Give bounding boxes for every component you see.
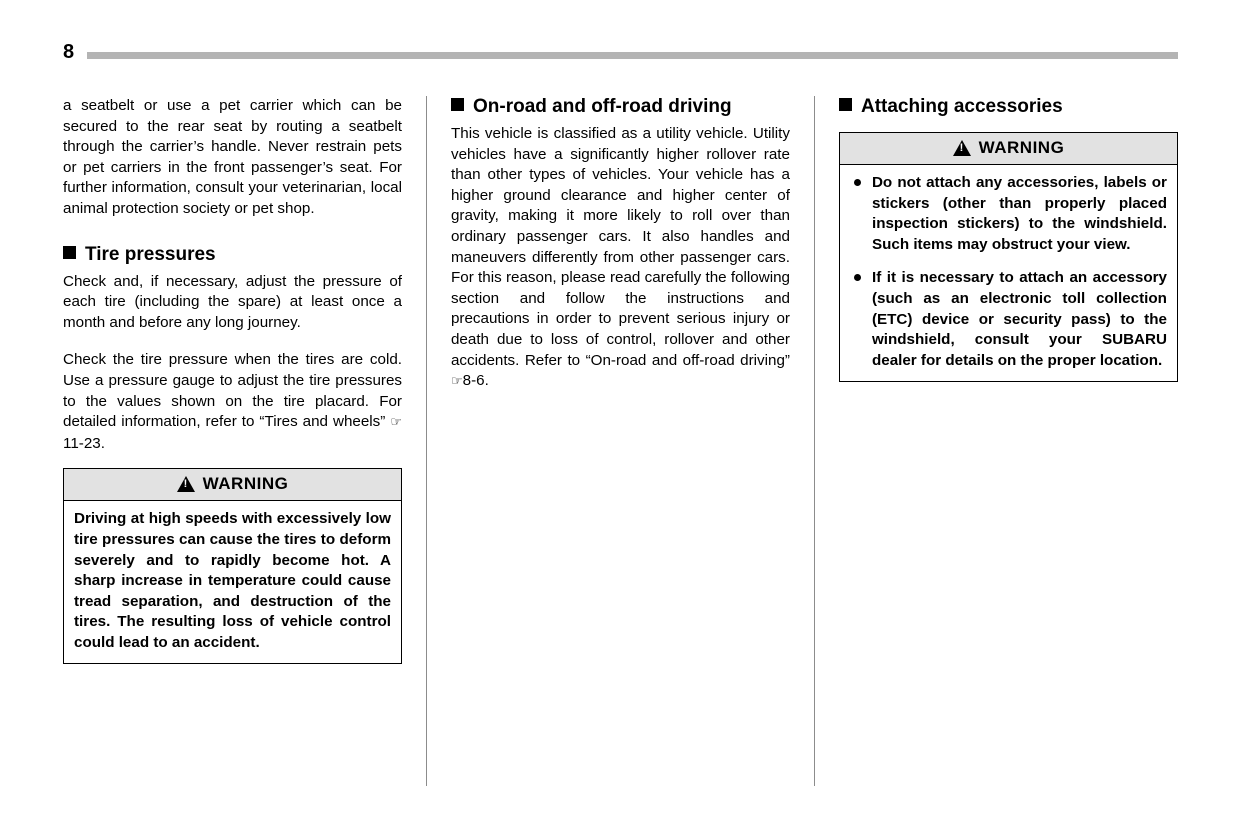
page-number: 8 <box>63 41 75 63</box>
column-divider-1 <box>426 96 427 786</box>
column-divider-2 <box>814 96 815 786</box>
middle-paragraph-reference: 8-6. <box>462 372 489 390</box>
section-marker-icon <box>63 246 76 259</box>
warning-text: Driving at high speeds with excessively low tire pressures can cause the tires to deform severely and to rapidly become hot. A sharp increase in temperature could cause tread separation, and destruction of the tires. The resulting loss of vehicle control could lead to an accident. <box>74 510 391 651</box>
left-paragraph-2-reference: 11-23. <box>63 434 105 452</box>
warning-item-text: If it is necessary to attach an accessory (such as an electronic toll collection (ETC) device or security pass) to the windshield, consult your SUBARU dealer for details on the proper location. <box>871 269 1167 369</box>
warning-item-text: Do not attach any accessories, labels or stickers (other than properly placed inspection stickers) to the windshield. Such items may obstruct your view. <box>871 174 1167 253</box>
middle-paragraph <box>451 124 790 393</box>
section-heading-attaching-accessories <box>839 96 1178 118</box>
reference-arrow-icon: ☞ <box>450 374 463 390</box>
warning-box-tire-pressure <box>63 468 402 664</box>
content-columns <box>63 96 1178 786</box>
warning-header <box>64 469 401 501</box>
column-middle <box>451 96 790 786</box>
column-right <box>839 96 1178 786</box>
warning-list-item <box>850 173 1167 255</box>
left-paragraph-2 <box>63 350 402 454</box>
warning-triangle-icon <box>177 476 195 492</box>
reference-arrow-icon: ☞ <box>390 415 402 431</box>
warning-box-accessories <box>839 132 1178 382</box>
warning-body <box>840 165 1177 381</box>
section-title-tire-pressures: Tire pressures <box>85 243 216 265</box>
bullet-icon <box>854 274 861 281</box>
warning-item-list <box>850 173 1167 371</box>
section-marker-icon <box>839 98 852 111</box>
warning-title: WARNING <box>202 474 289 494</box>
warning-header <box>840 133 1177 165</box>
middle-paragraph-text: This vehicle is classified as a utility vehicle. Utility vehicles have a significantly higher rollover rate than other types of vehicles. Your vehicle has a higher ground clearance and higher center of gravity, making it more likely to roll over than ordinary passenger cars. It also handles and maneuvers differently from other passenger cars. For this reason, please read carefully the following section and follow the instructions and precautions in order to prevent serious injury or death due to loss of control, rollover and other accidents. Refer to “On-road and off-road driving” <box>450 125 790 369</box>
warning-list-item <box>850 268 1167 371</box>
warning-triangle-icon <box>953 140 971 156</box>
left-paragraph-1: Check and, if necessary, adjust the pressure of each tire (including the spare) at least once a month and before any long journey. <box>63 272 402 331</box>
column-left <box>63 96 402 786</box>
section-heading-onroad-offroad <box>451 96 790 118</box>
section-heading-tire-pressures <box>63 244 402 266</box>
bullet-icon <box>854 179 861 186</box>
left-intro-paragraph: a seatbelt or use a pet carrier which can be secured to the rear seat by routing a seatbelt through the carrier’s handle. Never restrain pets or pet carriers in the front passenger’s seat. For further information, consult your veterinarian, local animal protection society or pet shop. <box>63 97 402 217</box>
left-paragraph-2-text: Check the tire pressure when the tires are cold. Use a pressure gauge to adjust the tire pressures to the values shown on the tire placard. For detailed information, refer to “Tires and wheels” <box>63 351 402 431</box>
header-rule <box>87 52 1178 59</box>
page-header <box>63 40 1178 66</box>
warning-body <box>64 501 401 663</box>
section-marker-icon <box>451 98 464 111</box>
warning-title: WARNING <box>978 138 1065 157</box>
section-title-onroad-offroad: On-road and off-road driving <box>472 96 732 117</box>
section-title-attaching-accessories: Attaching accessories <box>860 96 1063 117</box>
